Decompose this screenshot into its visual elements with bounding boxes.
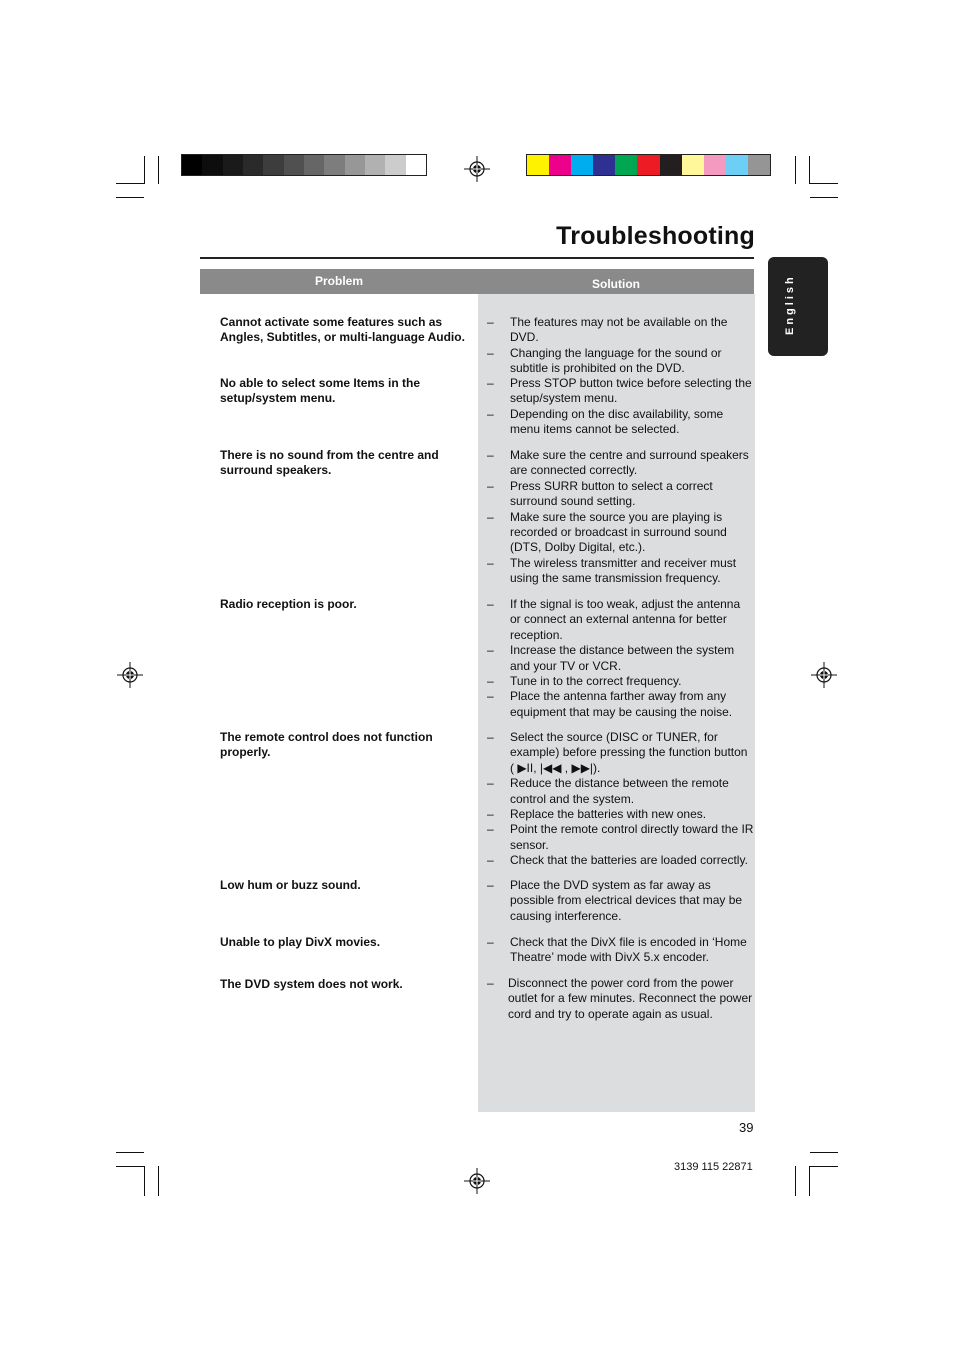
solution-item: – Depending on the disc availability, some menu items cannot be selected. — [487, 406, 724, 437]
crop-mark — [116, 197, 144, 198]
crop-mark — [795, 156, 796, 184]
solution-header-label: Solution — [592, 277, 640, 291]
problem-column-header — [200, 269, 478, 294]
problem-text: Low hum or buzz sound. — [220, 878, 361, 892]
calibration-swatch — [345, 155, 365, 175]
crop-mark — [144, 1166, 145, 1196]
problem-text: No able to select some Items in the setup/system menu. — [220, 376, 421, 406]
calibration-swatch — [365, 155, 385, 175]
registration-mark-icon — [117, 662, 143, 688]
calibration-swatch — [202, 155, 222, 175]
color-calibration-bar — [526, 154, 771, 176]
document-code: 3139 115 22871 — [674, 1161, 753, 1173]
solution-item: – Place the antenna farther away from any equipment that may be causing the noise. — [487, 689, 733, 719]
crop-mark — [810, 1166, 838, 1167]
language-tab-label: English — [784, 274, 796, 335]
crop-mark — [116, 183, 144, 184]
solution-item: – Increase the distance between the system and your TV or VCR. — [487, 643, 735, 673]
calibration-swatch — [660, 155, 682, 175]
problem-header-label: Problem — [314, 274, 363, 288]
solution-item: – The wireless transmitter and receiver must using the same transmission frequency. — [487, 555, 737, 586]
solution-column-header — [478, 269, 754, 294]
solution-item: – Press STOP button twice before selecting the setup/system menu. — [487, 376, 752, 406]
solution-list — [486, 597, 754, 720]
registration-mark-icon — [811, 662, 837, 688]
solution-item: – Press SURR button to select a correct surround sound setting. — [487, 478, 713, 509]
problem-text: The remote control does not function properly. — [220, 730, 433, 760]
grayscale-calibration-bar — [181, 154, 427, 176]
solution-item: – The features may not be available on the DVD. — [487, 315, 728, 345]
crop-mark — [809, 1166, 810, 1196]
crop-mark — [116, 1166, 144, 1167]
solution-item: – Make sure the centre and surround speakers are connected correctly. — [487, 448, 749, 478]
crop-mark — [810, 183, 838, 184]
solution-list — [486, 730, 754, 869]
solution-item: – Changing the language for the sound or subtitle is prohibited on the DVD. — [487, 345, 722, 376]
calibration-swatch — [182, 155, 202, 175]
calibration-swatch — [549, 155, 571, 175]
solution-item: – Make sure the source you are playing is recorded or broadcast in surround sound (DTS, Dolby Digital, etc.). — [487, 509, 727, 555]
solution-list — [486, 315, 754, 377]
calibration-swatch — [324, 155, 344, 175]
language-tab — [768, 257, 828, 356]
solution-list — [486, 976, 754, 1022]
calibration-swatch — [243, 155, 263, 175]
calibration-swatch — [726, 155, 748, 175]
crop-mark — [810, 197, 838, 198]
calibration-swatch — [527, 155, 549, 175]
calibration-swatch — [704, 155, 726, 175]
solution-list — [486, 448, 754, 587]
crop-mark — [809, 156, 810, 184]
crop-mark — [116, 1152, 144, 1153]
crop-mark — [795, 1166, 796, 1196]
calibration-swatch — [284, 155, 304, 175]
calibration-swatch — [406, 155, 426, 175]
calibration-swatch — [304, 155, 324, 175]
calibration-swatch — [571, 155, 593, 175]
title-divider — [200, 257, 754, 259]
registration-mark-icon — [464, 156, 490, 182]
solution-item: – If the signal is too weak, adjust the antenna or connect an external antenna for better reception. — [487, 597, 741, 642]
calibration-swatch — [263, 155, 283, 175]
solution-item: – Reduce the distance between the remote control and the system. — [487, 776, 729, 806]
calibration-swatch — [593, 155, 615, 175]
crop-mark — [144, 156, 145, 184]
registration-mark-icon — [464, 1168, 490, 1194]
solution-item: – Check that the DivX file is encoded in ‘Home Theatre’ mode with DivX 5.x encoder. — [487, 935, 747, 965]
solution-list — [486, 878, 754, 924]
solution-item: – Select the source (DISC or TUNER, for example) before pressing the function button ( ▶II, |◀◀ , ▶▶|). — [487, 730, 748, 775]
crop-mark — [810, 1152, 838, 1153]
solution-list — [486, 935, 754, 966]
solution-list — [486, 376, 754, 438]
page-title: Troubleshooting — [556, 222, 755, 250]
problem-text: The DVD system does not work. — [220, 977, 403, 991]
crop-mark — [158, 1166, 159, 1196]
solution-item: – Replace the batteries with new ones. — [487, 807, 707, 822]
crop-mark — [158, 156, 159, 184]
problem-text: Cannot activate some features such as Angles, Subtitles, or multi-language Audio. — [220, 315, 465, 345]
calibration-swatch — [615, 155, 637, 175]
solution-item: – Point the remote control directly toward the IR sensor. — [487, 822, 754, 852]
calibration-swatch — [637, 155, 659, 175]
problem-text: There is no sound from the centre and surround speakers. — [220, 448, 439, 478]
solution-item: – Disconnect the power cord from the power outlet for a few minutes. Reconnect the power cord and try to operate again as usual. — [487, 976, 753, 1021]
problem-text: Radio reception is poor. — [220, 597, 357, 611]
solution-item: – Tune in to the correct frequency. — [487, 674, 682, 689]
calibration-swatch — [748, 155, 770, 175]
problem-text: Unable to play DivX movies. — [220, 935, 381, 949]
calibration-swatch — [223, 155, 243, 175]
solution-item: – Check that the batteries are loaded correctly. — [487, 853, 748, 868]
calibration-swatch — [385, 155, 405, 175]
solution-item: – Place the DVD system as far away as possible from electrical devices that may be causing interference. — [487, 878, 743, 923]
page-number: 39 — [739, 1120, 754, 1135]
calibration-swatch — [682, 155, 704, 175]
